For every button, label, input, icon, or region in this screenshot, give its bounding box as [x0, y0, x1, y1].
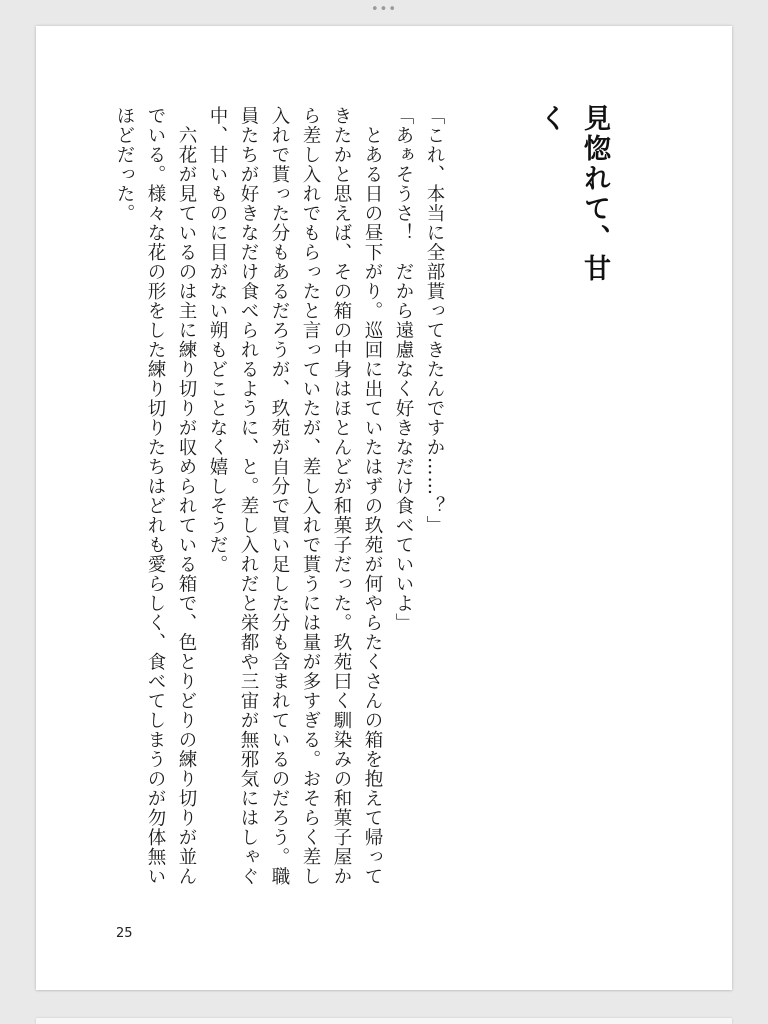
paragraph: 六花が見ているのは主に練り切りが収められている箱で、色とりどりの練り切りが並んでいる。様々な花の形をした練り切りたちはどれも愛らしく、食べてしまうのが勿体無いほどだった。: [114, 106, 197, 886]
next-page-edge[interactable]: [36, 1018, 732, 1024]
body-text: [114, 106, 450, 896]
chapter-title: 見惚れて、甘く: [535, 104, 610, 284]
paragraph: 「これ、本当に全部貰ってきたんですか……？」: [424, 106, 445, 535]
page-number: 25: [116, 926, 133, 941]
more-menu-icon[interactable]: •••: [370, 2, 397, 17]
paragraph: 「あぁそうさ！ だから遠慮なく好きなだけ食べていいよ」: [393, 106, 414, 633]
paragraph: とある日の昼下がり。巡回に出ていたはずの玖苑が何やらたくさんの箱を抱えて帰ってきたかと思えば、その箱の中身はほとんどが和菓子だった。玖苑曰く馴染みの和菓子屋から差し入れでもらったと言っていたが、差し入れで貰うには量が多すぎる。おそらく差し入れで貰った分もあるだろうが、玖苑が自分で買い足した分も含まれているのだろう。職員たちが好きなだけ食べられるように、と。差し入れだと栄都や三宙が無邪気にはしゃぐ中、甘いものに目がない朔もどことなく嬉しそうだ。: [207, 106, 383, 886]
